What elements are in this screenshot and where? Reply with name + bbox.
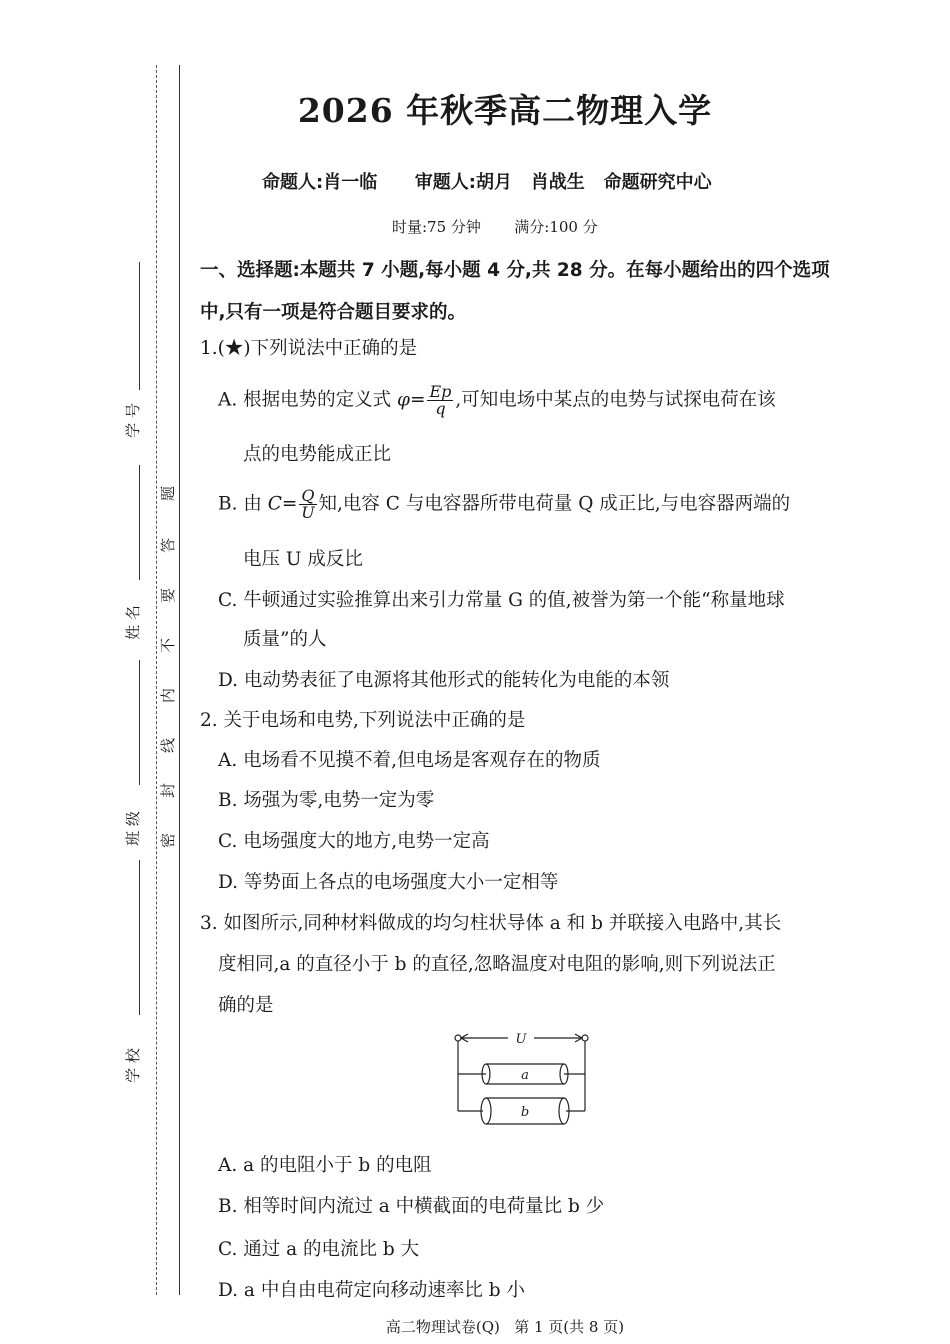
seal-char: 题 bbox=[159, 485, 178, 502]
xuexiao-fill-line-top bbox=[139, 860, 140, 1015]
q1-option-c: C. 牛顿通过实验推算出来引力常量 G 的值,被誉为第一个能“称量地球 bbox=[218, 590, 785, 611]
q1-option-d: D. 电动势表征了电源将其他形式的能转化为电能的本领 bbox=[218, 670, 670, 691]
q1-option-b-cont: 电压 U 成反比 bbox=[243, 549, 363, 570]
q1-option-a-cont: 点的电势能成正比 bbox=[243, 444, 392, 465]
exam-authors: 命题人:肖一临 审题人:胡月 肖战生 命题研究中心 bbox=[262, 172, 712, 193]
seal-char: 密 bbox=[159, 832, 178, 849]
q1-option-b-text2: 知,电容 C 与电容器所带电荷量 Q 成正比,与电容器两端的 bbox=[318, 493, 791, 515]
q3-stem-line3: 确的是 bbox=[218, 995, 274, 1016]
q1-stem: 1.(★)下列说法中正确的是 bbox=[200, 338, 418, 359]
q3-option-d: D. a 中自由电荷定向移动速率比 b 小 bbox=[218, 1280, 525, 1301]
q3-option-b: B. 相等时间内流过 a 中横截面的电荷量比 b 少 bbox=[218, 1196, 605, 1217]
xingming-fill-line-top bbox=[139, 465, 140, 580]
q1-frac-num: Ep bbox=[429, 382, 452, 401]
q3-option-c: C. 通过 a 的电流比 b 大 bbox=[218, 1239, 420, 1260]
q1-option-a-text2: ,可知电场中某点的电势与试探电荷在该 bbox=[455, 389, 776, 411]
q1-cap: C= bbox=[267, 493, 298, 515]
q1-formula-fraction bbox=[427, 384, 453, 417]
section-heading: 一、选择题:本题共 7 小题,每小题 4 分,共 28 分。在每小题给出的四个选项中,只有一项是符合题目要求的。 bbox=[200, 260, 830, 323]
seal-char: 要 bbox=[159, 587, 178, 604]
q1-phi: φ= bbox=[397, 389, 426, 411]
seal-char: 答 bbox=[159, 537, 178, 554]
fig-label-u: U bbox=[515, 1032, 527, 1047]
q3-option-a: A. a 的电阻小于 b 的电阻 bbox=[218, 1155, 432, 1176]
banji-label: 班 级 bbox=[123, 811, 142, 846]
parallel-conductor-figure bbox=[448, 1028, 598, 1128]
seal-char: 线 bbox=[159, 737, 178, 754]
q1-option-a bbox=[218, 384, 776, 417]
q2-option-b: B. 场强为零,电势一定为零 bbox=[218, 790, 435, 811]
q2-stem: 2. 关于电场和电势,下列说法中正确的是 bbox=[200, 710, 526, 731]
seal-line-solid bbox=[179, 65, 180, 1295]
seal-char: 不 bbox=[159, 637, 178, 654]
q1-option-c-cont: 质量”的人 bbox=[243, 629, 327, 650]
exam-title: 2026 年秋季高二物理入学 bbox=[297, 91, 713, 130]
fig-label-b: b bbox=[520, 1105, 530, 1120]
xuehao-fill-line bbox=[139, 262, 140, 390]
xuehao-label: 学 号 bbox=[123, 403, 142, 438]
q1-b-num: Q bbox=[301, 486, 315, 505]
xuexiao-label: 学 校 bbox=[123, 1048, 142, 1083]
q3-stem-line1: 3. 如图所示,同种材料做成的均匀柱状导体 a 和 b 并联接入电路中,其长 bbox=[200, 913, 782, 934]
seal-line-dotted bbox=[156, 65, 157, 1295]
q1-b-fraction bbox=[299, 488, 316, 521]
q2-option-a: A. 电场看不见摸不着,但电场是客观存在的物质 bbox=[218, 750, 601, 771]
q3-stem-line2: 度相同,a 的直径小于 b 的直径,忽略温度对电阻的影响,则下列说法正 bbox=[218, 954, 776, 975]
q2-option-c: C. 电场强度大的地方,电势一定高 bbox=[218, 831, 490, 852]
fig-label-a: a bbox=[521, 1068, 529, 1083]
q2-option-d: D. 等势面上各点的电场强度大小一定相等 bbox=[218, 872, 559, 893]
q1-option-b-text: B. 由 bbox=[218, 493, 262, 515]
q1-option-a-text: A. 根据电势的定义式 bbox=[218, 389, 392, 411]
seal-char: 内 bbox=[159, 687, 178, 704]
q1-frac-den: q bbox=[435, 399, 446, 418]
page-footer: 高二物理试卷(Q) 第 1 页(共 8 页) bbox=[385, 1318, 625, 1336]
q1-option-b bbox=[218, 488, 790, 521]
xingming-label: 姓 名 bbox=[123, 605, 142, 640]
seal-char: 封 bbox=[159, 782, 178, 799]
exam-timing: 时量:75 分钟 满分:100 分 bbox=[392, 218, 598, 236]
q1-b-den: U bbox=[301, 503, 315, 522]
banji-fill-line-top bbox=[139, 660, 140, 785]
